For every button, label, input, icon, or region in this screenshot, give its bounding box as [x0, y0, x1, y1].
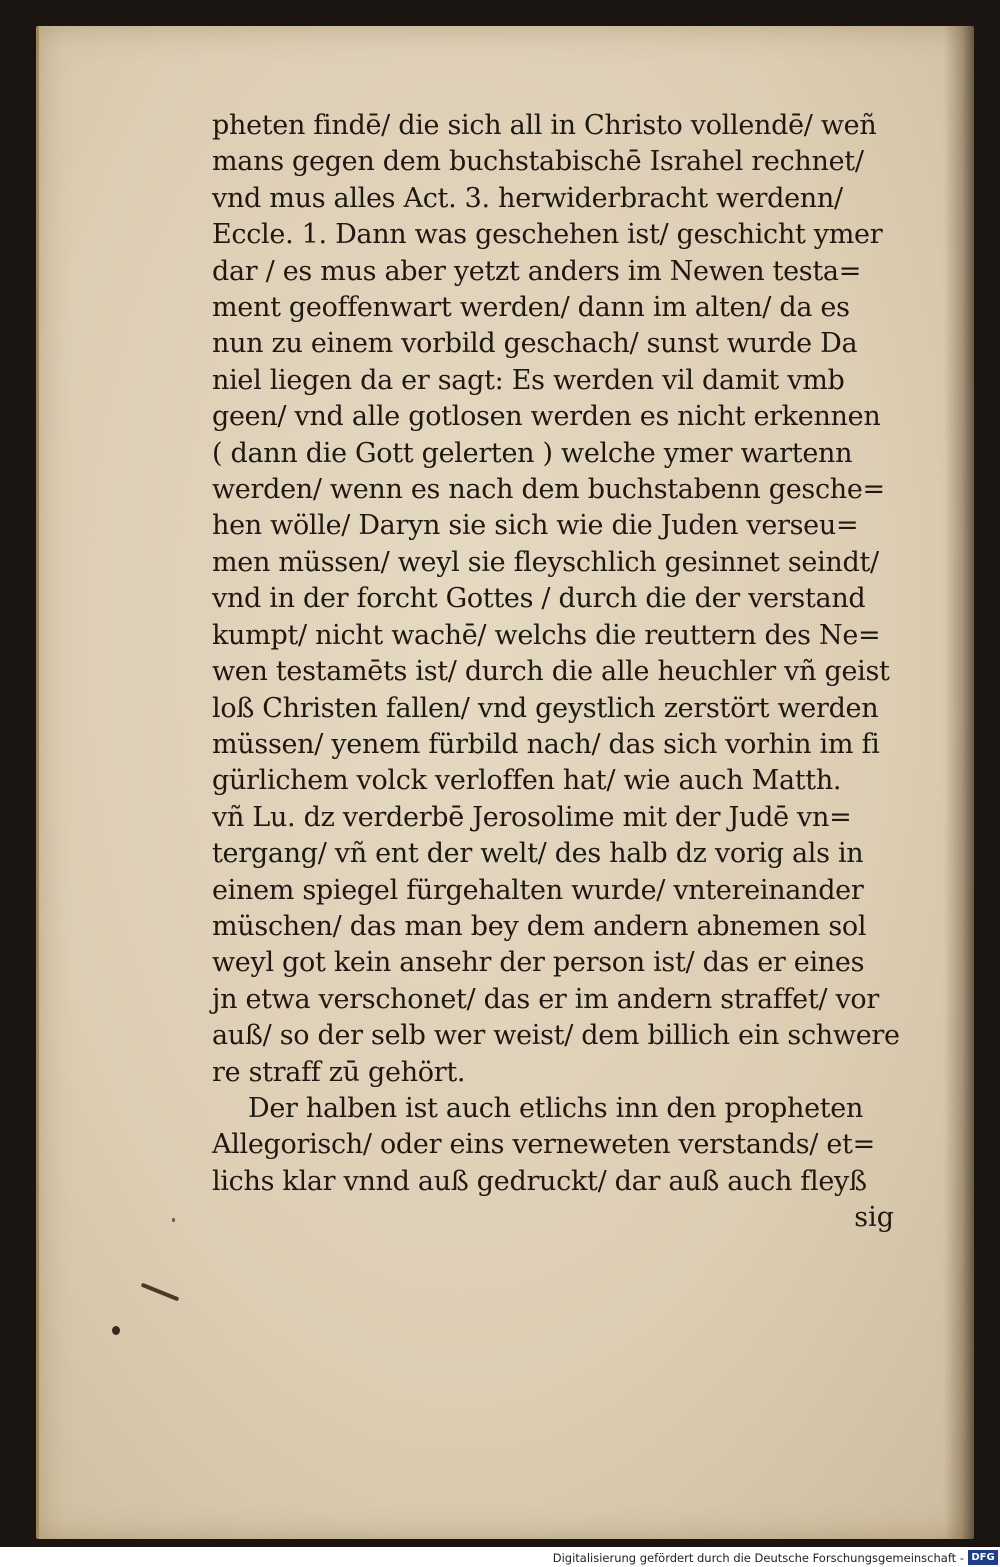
text-line: müssen/ yenem fürbild nach/ das sich vorhin im fi	[212, 728, 880, 760]
text-line: tergang/ vñ ent der welt/ des halb dz vorig als in	[212, 838, 864, 870]
text-line: ( dann die Gott gelerten ) welche ymer wartenn	[212, 437, 853, 469]
text-line: kumpt/ nicht wachē/ welchs die reuttern des Ne=	[212, 619, 881, 651]
text-line: men müssen/ weyl sie fleyschlich gesinnet seindt/	[212, 546, 879, 578]
text-line: wen testamēts ist/ durch die alle heuchler vñ geist	[212, 656, 890, 688]
ink-speck	[172, 1218, 175, 1222]
text-line: jn etwa verschonet/ das er im andern straffet/ vor	[212, 983, 879, 1015]
text-line: dar / es mus aber yetzt anders im Newen testa=	[212, 255, 862, 287]
text-line: vñ Lu. dz verderbē Jerosolime mit der Judē vn=	[212, 801, 852, 833]
page-text	[212, 108, 902, 1236]
footer-credit: Digitalisierung gefördert durch die Deutsche Forschungsgemeinschaft -	[552, 1551, 964, 1565]
text-line: geen/ vnd alle gotlosen werden es nicht erkennen	[212, 401, 881, 433]
text-line: einem spiegel fürgehalten wurde/ vntereinander	[212, 874, 864, 906]
text-line: werden/ wenn es nach dem buchstabenn gesche=	[212, 474, 885, 506]
text-line: Eccle. 1. Dann was geschehen ist/ geschicht ymer	[212, 219, 883, 251]
dfg-logo: DFG	[968, 1550, 998, 1565]
text-line: mans gegen dem buchstabischē Israhel rechnet/	[212, 146, 864, 178]
footer-bar	[0, 1547, 1000, 1567]
text-line: vnd mus alles Act. 3. herwiderbracht werdenn/	[212, 182, 843, 214]
text-line: loß Christen fallen/ vnd geystlich zerstört werden	[212, 692, 879, 724]
paragraph-start-line: Der halben ist auch etlichs inn den propheten	[248, 1092, 864, 1124]
text-line: ment geoffenwart werden/ dann im alten/ da es	[212, 292, 850, 324]
text-line: hen wölle/ Daryn sie sich wie die Juden verseu=	[212, 510, 859, 542]
page-gutter	[944, 26, 974, 1539]
text-line: re straff zū gehört.	[212, 1056, 466, 1088]
text-line: gürlichem volck verloffen hat/ wie auch Matth.	[212, 765, 842, 797]
ink-blot	[112, 1326, 120, 1335]
text-line: auß/ so der selb wer weist/ dem billich ein schwere	[212, 1020, 900, 1052]
text-line: Allegorisch/ oder eins verneweten verstands/ et=	[212, 1129, 875, 1161]
text-line: weyl got kein ansehr der person ist/ das er eines	[212, 947, 865, 979]
text-line: vnd in der forcht Gottes / durch die der verstand	[212, 583, 866, 615]
catchword: sig	[854, 1202, 894, 1234]
text-line: niel liegen da er sagt: Es werden vil damit vmb	[212, 364, 845, 396]
text-line: müschen/ das man bey dem andern abnemen sol	[212, 910, 867, 942]
text-line: lichs klar vnnd auß gedruckt/ dar auß auch fleyß	[212, 1165, 867, 1197]
text-line: pheten findē/ die sich all in Christo vollendē/ weñ	[212, 110, 877, 141]
text-line: nun zu einem vorbild geschach/ sunst wurde Da	[212, 328, 858, 360]
